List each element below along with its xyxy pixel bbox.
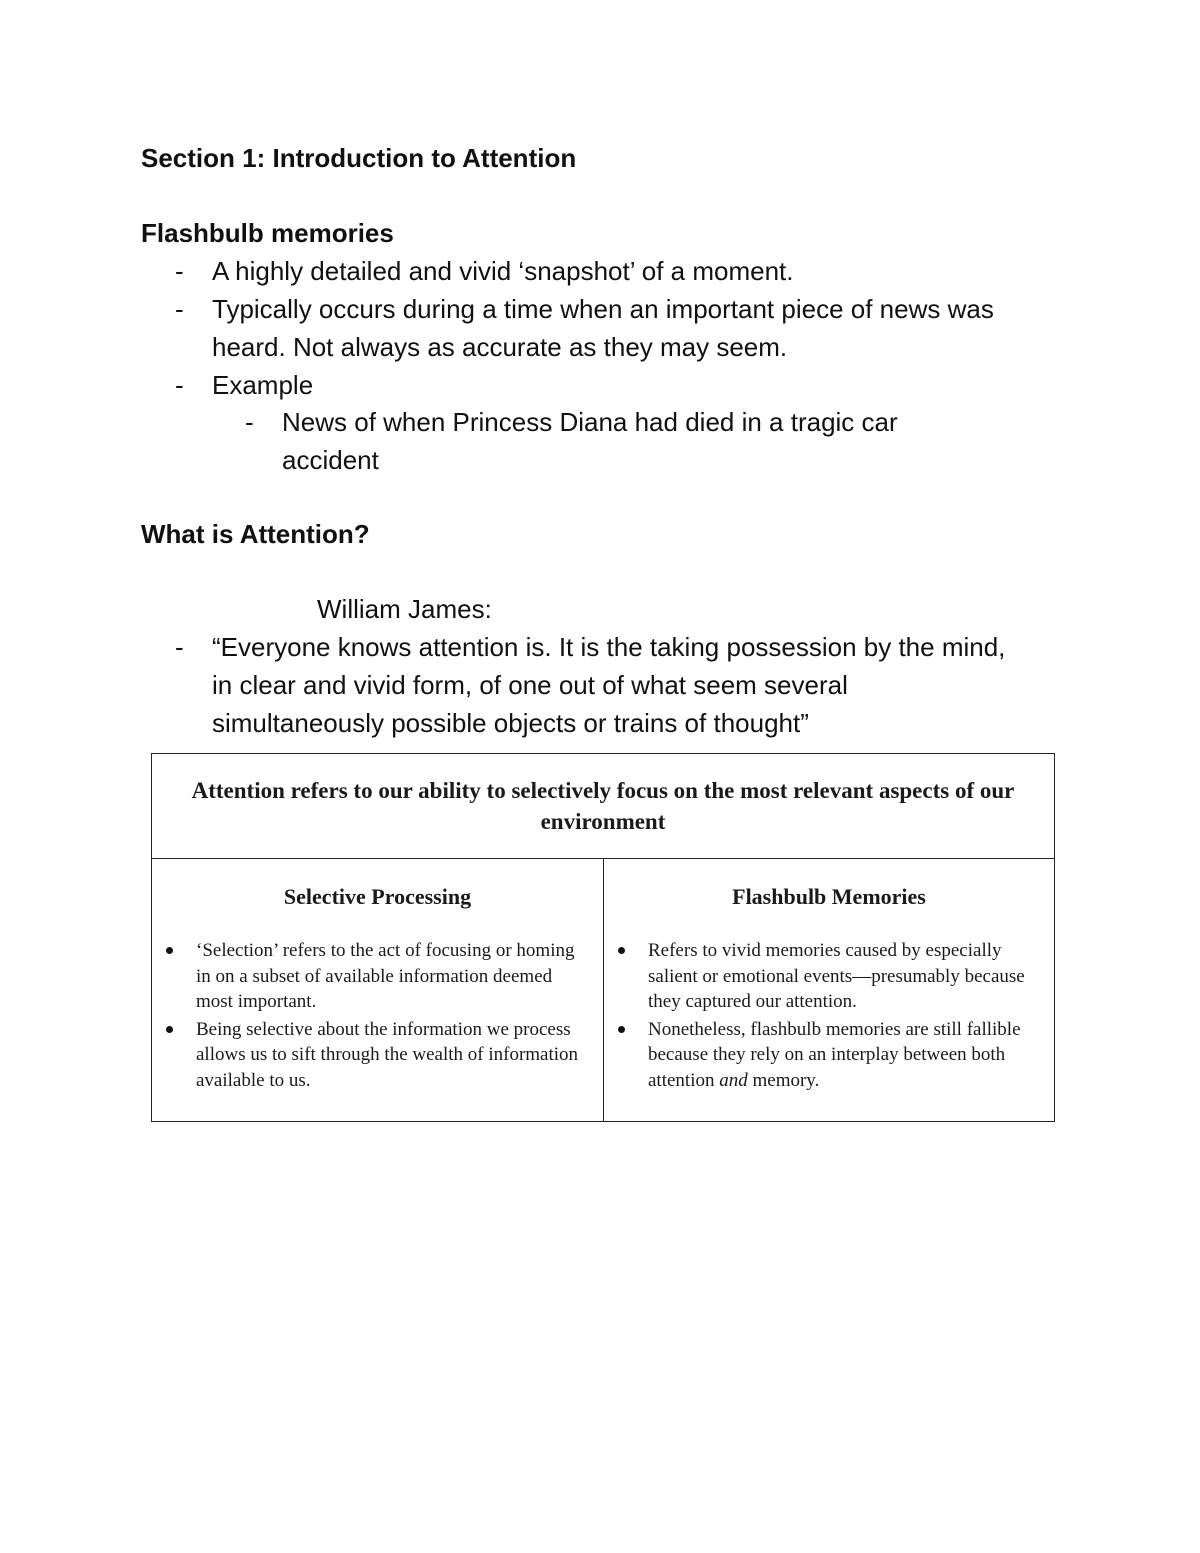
- dash-bullet-marker: -: [175, 370, 184, 400]
- table-definition-row: [152, 754, 1054, 859]
- list-item-text: Nonetheless, flashbulb memories are still fallible because they rely on an interplay between both attention: [648, 1018, 1021, 1091]
- flashbulb-memories-column: [604, 859, 1054, 1121]
- bullet-text: Example: [212, 370, 314, 400]
- emphasis-text: and: [719, 1069, 748, 1091]
- attention-definition: Attention refers to our ability to selectively focus on the most relevant aspects of our environment: [191, 778, 1015, 834]
- bullet-dot-icon: [166, 947, 173, 954]
- list-item: [612, 938, 1042, 1015]
- list-item-text: ‘Selection’ refers to the act of focusing or homing in on a subset of available information deemed most important.: [196, 940, 575, 1012]
- column-title: Selective Processing: [283, 884, 472, 909]
- bullet-dot-icon: [166, 1026, 173, 1033]
- selective-processing-column: [152, 859, 604, 1121]
- flashbulb-heading: Flashbulb memories: [141, 218, 394, 248]
- bullet-text: A highly detailed and vivid ‘snapshot’ of a moment.: [212, 256, 794, 286]
- sub-list-item: [245, 403, 1035, 479]
- dash-bullet-marker: -: [175, 294, 184, 324]
- quote-text: “Everyone knows attention is. It is the taking possession by the mind, in clear and vivid form, of one out of what seem several simultaneously possible objects or trains of thought”: [212, 632, 1006, 738]
- attention-heading: What is Attention?: [141, 519, 370, 549]
- list-item-text: Being selective about the information we process allows us to sift through the wealth of information available to us.: [196, 1018, 579, 1091]
- dash-bullet-marker: -: [175, 256, 184, 286]
- list-item-text: Refers to vivid memories caused by especially salient or emotional events—presumably because they captured our attention.: [648, 940, 1025, 1012]
- list-item: [612, 1017, 1042, 1094]
- list-item: [160, 938, 591, 1015]
- list-item: [175, 290, 1035, 366]
- bullet-dot-icon: [618, 1026, 625, 1033]
- list-item-text-end: memory.: [747, 1069, 820, 1091]
- dash-bullet-marker: -: [175, 632, 184, 662]
- bullet-list: [160, 938, 591, 1095]
- bullet-text: Typically occurs during a time when an important piece of news was heard. Not always as accurate as they may seem.: [212, 294, 994, 362]
- dash-bullet-marker: -: [245, 407, 254, 437]
- section-title: Section 1: Introduction to Attention: [141, 143, 577, 173]
- list-item: [160, 1017, 591, 1094]
- quote-item: [175, 628, 1035, 742]
- list-item: [175, 252, 1035, 290]
- quote-attribution: William James:: [317, 594, 492, 624]
- attention-summary-table: [151, 753, 1055, 1122]
- bullet-text: News of when Princess Diana had died in a tragic car accident: [282, 407, 898, 475]
- column-title: Flashbulb Memories: [732, 884, 926, 909]
- bullet-dot-icon: [618, 947, 625, 954]
- bullet-list: [612, 938, 1042, 1095]
- list-item: [175, 366, 1035, 404]
